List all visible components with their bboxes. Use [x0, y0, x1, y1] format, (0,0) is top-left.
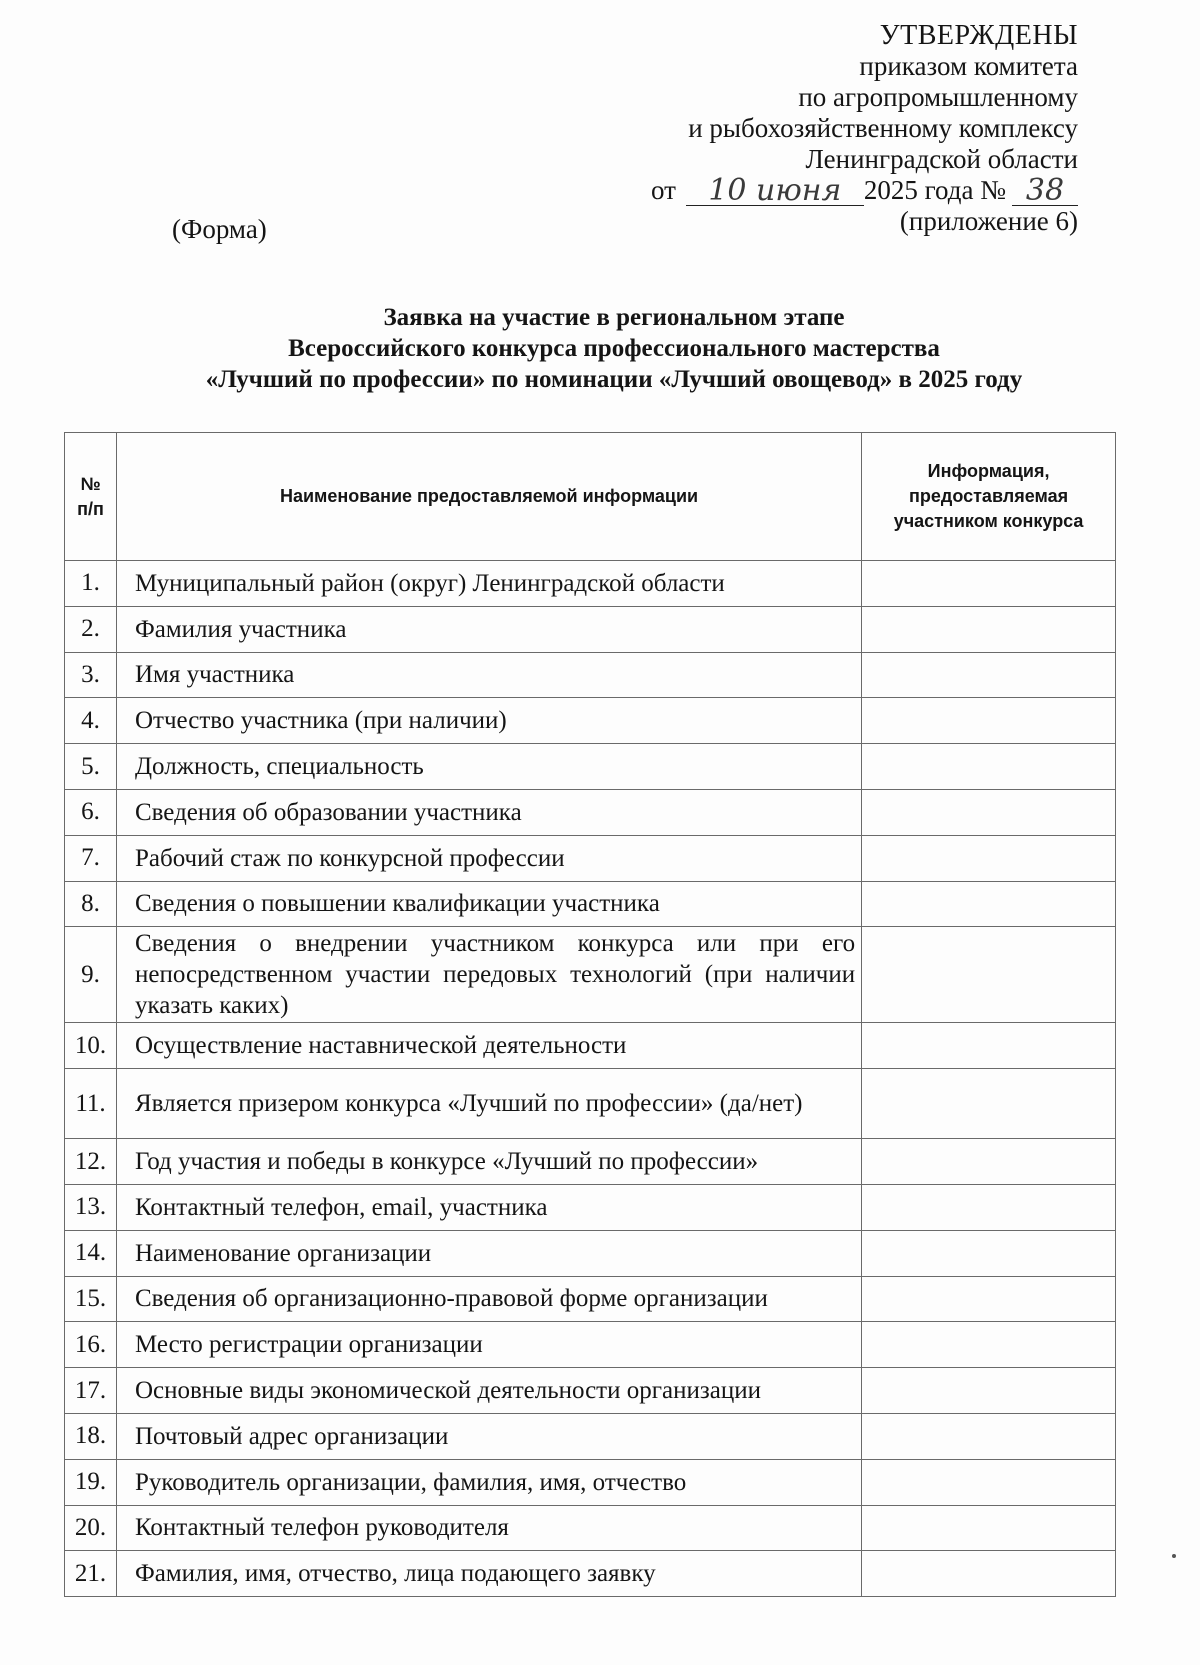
row-value[interactable] [862, 744, 1116, 790]
table-row [65, 561, 1116, 607]
header-number: № п/п [65, 433, 117, 561]
row-number: 11. [65, 1069, 117, 1139]
approval-block [518, 20, 1078, 237]
order-date-line [518, 175, 1078, 206]
row-label: Является призером конкурса «Лучший по профессии» (да/нет) [116, 1069, 861, 1139]
row-value[interactable] [862, 1322, 1116, 1368]
row-value[interactable] [862, 698, 1116, 744]
table-row [65, 1459, 1116, 1505]
table-row [65, 698, 1116, 744]
row-label: Сведения о повышении квалификации участника [116, 881, 861, 927]
handwritten-date: 10 июня [686, 177, 864, 206]
row-value[interactable] [862, 1459, 1116, 1505]
row-number: 13. [65, 1184, 117, 1230]
row-number: 3. [65, 652, 117, 698]
scan-speck [1172, 1554, 1176, 1558]
form-label: (Форма) [172, 214, 267, 244]
row-label: Основные виды экономической деятельности организации [116, 1368, 861, 1414]
handwritten-order-number: 38 [1012, 177, 1078, 206]
heading-line: Всероссийского конкурса профессионального мастерства [288, 335, 940, 362]
row-value[interactable] [862, 606, 1116, 652]
row-label: Почтовый адрес организации [116, 1413, 861, 1459]
table-row [65, 744, 1116, 790]
date-prefix: от [650, 175, 676, 205]
row-value[interactable] [862, 1551, 1116, 1597]
row-label: Сведения о внедрении участником конкурса или при его непосредственном участии передовых технологий (при наличии указать каких) [116, 927, 861, 1023]
row-number: 8. [65, 881, 117, 927]
row-number: 21. [65, 1551, 117, 1597]
row-label: Отчество участника (при наличии) [116, 698, 861, 744]
row-number: 10. [65, 1023, 117, 1069]
header-info: Информация, предоставляемая участником конкурса [862, 433, 1116, 561]
row-number: 15. [65, 1276, 117, 1322]
row-label: Фамилия, имя, отчество, лица подающего заявку [116, 1551, 861, 1597]
approval-line: и рыбохозяйственному комплексу [688, 113, 1078, 143]
row-label: Сведения об организационно-правовой форме организации [116, 1276, 861, 1322]
heading-line: Заявка на участие в региональном этапе [383, 304, 845, 331]
row-value[interactable] [862, 1505, 1116, 1551]
row-label: Рабочий стаж по конкурсной профессии [116, 835, 861, 881]
table-row [65, 652, 1116, 698]
table-row [65, 1069, 1116, 1139]
table-row [65, 1505, 1116, 1551]
row-number: 1. [65, 561, 117, 607]
row-number: 17. [65, 1368, 117, 1414]
approval-line: Ленинградской области [805, 144, 1078, 174]
row-value[interactable] [862, 1023, 1116, 1069]
row-value[interactable] [862, 652, 1116, 698]
approval-line: по агропромышленному [798, 82, 1078, 112]
row-number: 5. [65, 744, 117, 790]
table-row [65, 881, 1116, 927]
row-number: 19. [65, 1459, 117, 1505]
appendix-label: (приложение 6) [899, 206, 1078, 236]
row-number: 2. [65, 606, 117, 652]
table-row [65, 927, 1116, 1023]
row-label: Муниципальный район (округ) Ленинградской области [116, 561, 861, 607]
row-value[interactable] [862, 1184, 1116, 1230]
approval-title: УТВЕРЖДЕНЫ [879, 20, 1078, 51]
table-row [65, 1230, 1116, 1276]
row-value[interactable] [862, 561, 1116, 607]
table-row [65, 1276, 1116, 1322]
row-label: Контактный телефон руководителя [116, 1505, 861, 1551]
document-heading [150, 302, 1078, 395]
row-value[interactable] [862, 1069, 1116, 1139]
row-label: Год участия и победы в конкурсе «Лучший по профессии» [116, 1139, 861, 1185]
year-text: 2025 года № [863, 175, 1006, 205]
row-number: 4. [65, 698, 117, 744]
row-label: Наименование организации [116, 1230, 861, 1276]
row-value[interactable] [862, 927, 1116, 1023]
row-label: Руководитель организации, фамилия, имя, отчество [116, 1459, 861, 1505]
row-number: 9. [65, 927, 117, 1023]
row-label: Должность, специальность [116, 744, 861, 790]
application-table [64, 432, 1116, 1597]
table-row [65, 1551, 1116, 1597]
row-number: 6. [65, 789, 117, 835]
table-row [65, 835, 1116, 881]
row-label: Место регистрации организации [116, 1322, 861, 1368]
row-value[interactable] [862, 1413, 1116, 1459]
row-value[interactable] [862, 835, 1116, 881]
row-value[interactable] [862, 881, 1116, 927]
row-number: 14. [65, 1230, 117, 1276]
table-header-row [65, 433, 1116, 561]
table-row [65, 1368, 1116, 1414]
row-label: Фамилия участника [116, 606, 861, 652]
row-number: 12. [65, 1139, 117, 1185]
table-row [65, 606, 1116, 652]
row-number: 18. [65, 1413, 117, 1459]
row-number: 20. [65, 1505, 117, 1551]
table-row [65, 1023, 1116, 1069]
table-row [65, 1413, 1116, 1459]
row-value[interactable] [862, 1276, 1116, 1322]
row-value[interactable] [862, 789, 1116, 835]
table-row [65, 789, 1116, 835]
table-row [65, 1322, 1116, 1368]
row-label: Имя участника [116, 652, 861, 698]
row-number: 7. [65, 835, 117, 881]
row-label: Контактный телефон, email, участника [116, 1184, 861, 1230]
row-label: Осуществление наставнической деятельности [116, 1023, 861, 1069]
table-row [65, 1139, 1116, 1185]
row-label: Сведения об образовании участника [116, 789, 861, 835]
row-value[interactable] [862, 1230, 1116, 1276]
row-number: 16. [65, 1322, 117, 1368]
header-name: Наименование предоставляемой информации [116, 433, 861, 561]
heading-line: «Лучший по профессии» по номинации «Лучший овощевод» в 2025 году [205, 366, 1023, 393]
row-value[interactable] [862, 1139, 1116, 1185]
row-value[interactable] [862, 1368, 1116, 1414]
table-row [65, 1184, 1116, 1230]
approval-line: приказом комитета [859, 51, 1078, 81]
